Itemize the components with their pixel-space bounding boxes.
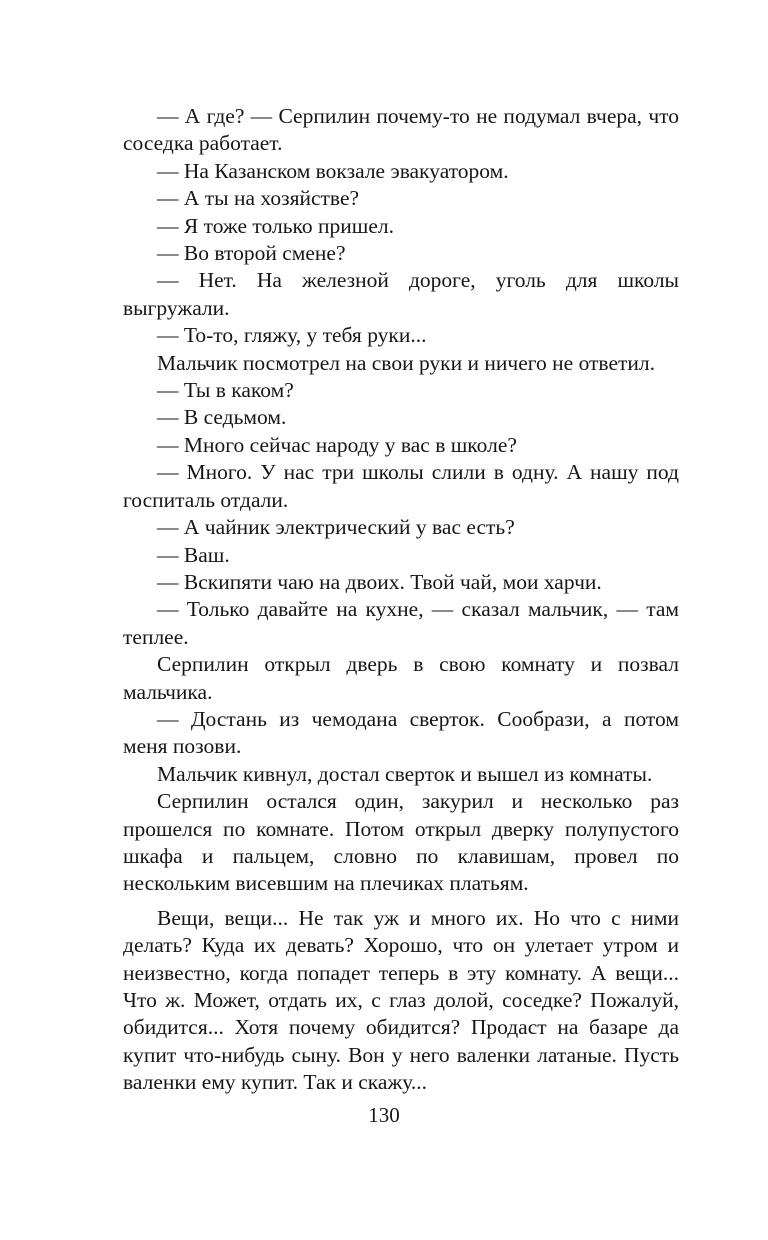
page-body — [123, 103, 679, 1097]
paragraph-2: — На Казанском вокзале эвакуатором. — [157, 158, 509, 183]
paragraph-20: Серпилин остался один, закурил и несколько раз прошелся по комнате. Потом открыл дверку полупустого шкафа и пальцем, словно по клавишам, провел по нескольким висевшим на плечиках платьям. — [123, 789, 679, 896]
paragraph-15: — Вскипяти чаю на двоих. Твой чай, мои харчи. — [157, 569, 602, 594]
paragraph-1: — А где? — Серпилин почему-то не подумал вчера, что соседка работает. — [123, 104, 679, 156]
paragraph-5: — Во второй смене? — [157, 241, 346, 266]
paragraph-6: — Нет. На железной дороге, уголь для школы выгружали. — [123, 268, 679, 320]
paragraph-11: — Много сейчас народу у вас в школе? — [157, 432, 517, 457]
paragraph-17: Серпилин открыл дверь в свою комнату и позвал мальчика. — [123, 652, 679, 704]
paragraph-7: — То-то, гляжу, у тебя руки... — [157, 323, 427, 348]
paragraph-9: — Ты в каком? — [157, 378, 294, 403]
paragraph-8: Мальчик посмотрел на свои руки и ничего не ответил. — [157, 350, 656, 375]
paragraph-14: — Ваш. — [157, 542, 230, 567]
paragraph-4: — Я тоже только пришел. — [157, 213, 394, 238]
paragraph-13: — А чайник электрический у вас есть? — [157, 515, 515, 540]
page-number: 130 — [368, 1103, 400, 1127]
paragraph-12: — Много. У нас три школы слили в одну. А нашу под госпиталь отдали. — [123, 460, 679, 512]
paragraph-16: — Только давайте на кухне, — сказал мальчик, — там теплее. — [123, 597, 679, 649]
paragraph-10: — В седьмом. — [157, 405, 287, 430]
paragraph-21: Вещи, вещи... Не так уж и много их. Но что с ними делать? Куда их девать? Хорошо, что он улетает утром и неизвестно, когда попадет теперь в эту комнату. А вещи... Что ж. Может, отдать их, с глаз долой, соседке? Пожалуй, обидится... Хотя почему обидится? Продаст на базаре да купит что-нибудь сыну. Вон у него валенки латаные. Пусть валенки ему купит. Так и скажу... — [123, 905, 679, 1095]
paragraph-19: Мальчик кивнул, достал сверток и вышел из комнаты. — [157, 761, 653, 786]
paragraph-18: — Достань из чемодана сверток. Сообрази, а потом меня позови. — [123, 706, 679, 759]
paragraph-3: — А ты на хозяйстве? — [157, 186, 360, 211]
